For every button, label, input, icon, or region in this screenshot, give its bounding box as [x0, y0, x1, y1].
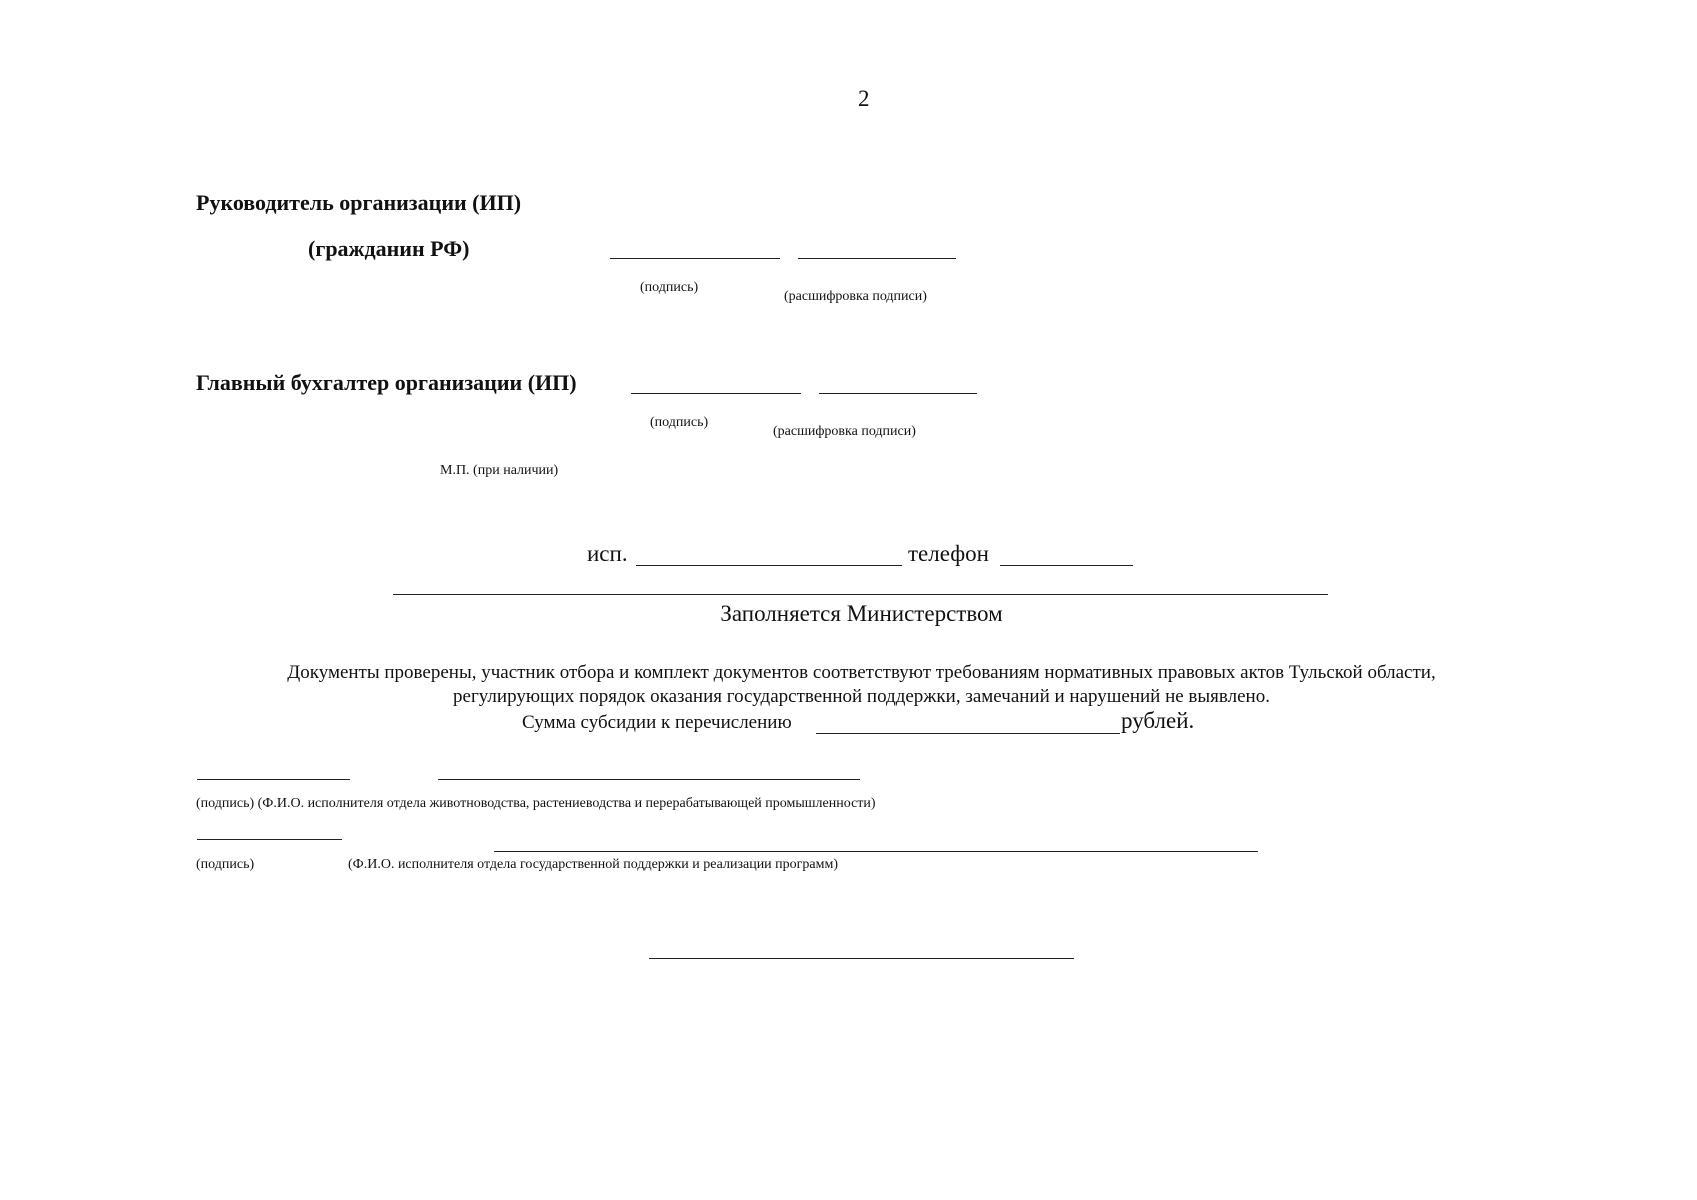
- head-name-line[interactable]: [798, 258, 956, 259]
- subsidy-sum-label: Сумма субсидии к перечислению: [522, 712, 792, 733]
- head-title: Руководитель организации (ИП): [196, 190, 522, 215]
- phone-line[interactable]: [1000, 565, 1133, 566]
- signoff2-signature-line[interactable]: [197, 839, 342, 840]
- executor-line[interactable]: [636, 565, 902, 566]
- accountant-title: Главный бухгалтер организации (ИП): [196, 370, 577, 395]
- signoff2-signature-caption: (подпись): [196, 857, 255, 872]
- ministry-heading: Заполняется Министерством: [720, 601, 1003, 626]
- signoff1-signature-line[interactable]: [197, 779, 350, 780]
- head-signature-caption: (подпись): [640, 280, 699, 295]
- accountant-decode-caption: (расшифровка подписи): [773, 424, 916, 439]
- closing-line: [649, 958, 1074, 959]
- executor-label: исп.: [587, 541, 628, 566]
- ministry-text-line1: Документы проверены, участник отбора и комплект документов соответствуют требованиям нормативных правовых актов Тульской области,: [287, 662, 1436, 683]
- head-subtitle: (гражданин РФ): [308, 236, 470, 261]
- accountant-name-line[interactable]: [819, 393, 977, 394]
- signoff1-caption: (подпись) (Ф.И.О. исполнителя отдела животноводства, растениеводства и перерабатывающей промышленности): [196, 796, 876, 811]
- subsidy-sum-unit: рублей.: [1121, 708, 1195, 733]
- page-number: 2: [858, 86, 870, 111]
- signoff1-name-line[interactable]: [438, 779, 860, 780]
- signoff2-name-line[interactable]: [494, 851, 1258, 852]
- accountant-signature-caption: (подпись): [650, 415, 709, 430]
- subsidy-sum-line[interactable]: [816, 733, 1120, 734]
- head-signature-line[interactable]: [610, 258, 780, 259]
- head-decode-caption: (расшифровка подписи): [784, 289, 927, 304]
- section-divider: [393, 594, 1328, 595]
- phone-label: телефон: [908, 541, 989, 566]
- ministry-text-line2: регулирующих порядок оказания государственной поддержки, замечаний и нарушений не выявлено.: [453, 686, 1270, 707]
- accountant-signature-line[interactable]: [631, 393, 801, 394]
- signoff2-name-caption: (Ф.И.О. исполнителя отдела государственной поддержки и реализации программ): [348, 857, 839, 872]
- stamp-note: М.П. (при наличии): [440, 463, 559, 478]
